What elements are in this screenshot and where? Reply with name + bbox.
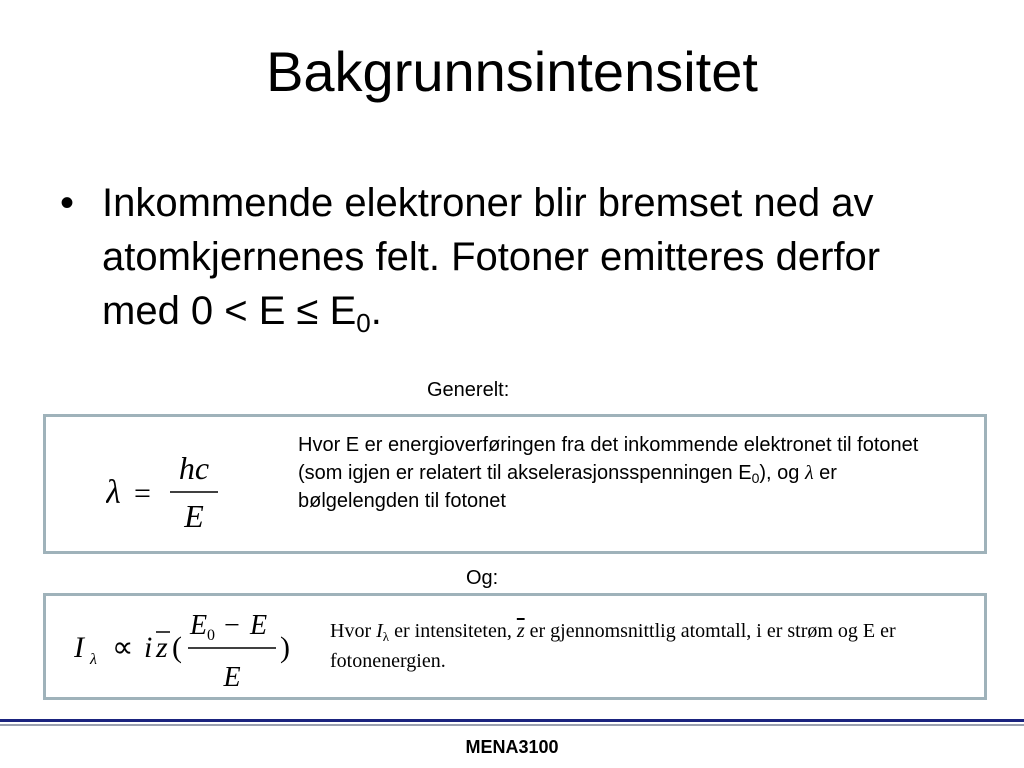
formula-box-intensity <box>43 593 987 700</box>
bullet-end: . <box>370 289 382 333</box>
formula-z: z <box>156 631 168 664</box>
desc1-sub: 0 <box>751 470 760 486</box>
desc1-part3: er bølgelengden til fotonet <box>298 462 837 512</box>
desc1-part1: Hvor E er energioverføringen fra det inkommende elektronet til fotonet (som igjen er relatert til akselerasjonsspenningen E <box>298 434 919 484</box>
desc2-sub: λ <box>382 629 390 644</box>
desc2-I: I <box>376 620 383 642</box>
slide-title: Bakgrunnsintensitet <box>266 40 758 103</box>
desc2-z: $\overline{z}$ <box>516 620 525 642</box>
bullet-text <box>102 176 940 338</box>
formula-lambda: λ <box>106 474 121 511</box>
footer-divider-secondary <box>0 724 1024 726</box>
formula-paren-close: ) <box>280 631 290 664</box>
desc2-part1: Hvor <box>330 620 377 642</box>
desc1-lambda: λ <box>804 462 814 484</box>
bullet-text-main: Inkommende elektroner blir bremset ned av atomkjernenes felt. Fotoner emitteres derfor med 0 < E ≤ E <box>102 181 881 333</box>
desc1-part2: ), og <box>759 462 805 484</box>
wavelength-description <box>298 431 938 515</box>
formula-numerator: hc <box>178 450 210 486</box>
label-and: Og: <box>466 567 499 589</box>
bullet-marker: • <box>60 181 75 225</box>
label-general: Generelt: <box>427 379 510 401</box>
footer-divider <box>0 719 1024 722</box>
formula-box-wavelength <box>43 414 987 554</box>
formula-proportional: ∝ <box>112 631 134 664</box>
formula-minus: − <box>224 610 240 641</box>
formula-denominator: E <box>184 498 204 533</box>
bullet-point <box>60 176 940 338</box>
desc2-part3: er gjennomsnittlig atomtall, i er strøm og E er fotonenergien. <box>330 620 896 672</box>
footer-course-code: MENA3100 <box>465 737 559 757</box>
bullet-subscript: 0 <box>356 308 371 338</box>
formula-num-E0: E <box>190 610 208 641</box>
desc2-part2: er intensiteten, <box>389 620 517 642</box>
formula-equals: = <box>134 477 151 510</box>
formula-num-E: E <box>250 610 268 641</box>
intensity-formula <box>74 602 304 697</box>
formula-I: I <box>74 631 84 664</box>
formula-denominator: E <box>223 662 241 693</box>
formula-I-subscript: λ <box>90 651 97 668</box>
intensity-description <box>330 616 990 676</box>
formula-num-E0-subscript: 0 <box>207 627 215 644</box>
formula-paren-open: ( <box>172 631 182 664</box>
formula-i: i <box>144 631 153 664</box>
wavelength-formula <box>106 443 226 533</box>
